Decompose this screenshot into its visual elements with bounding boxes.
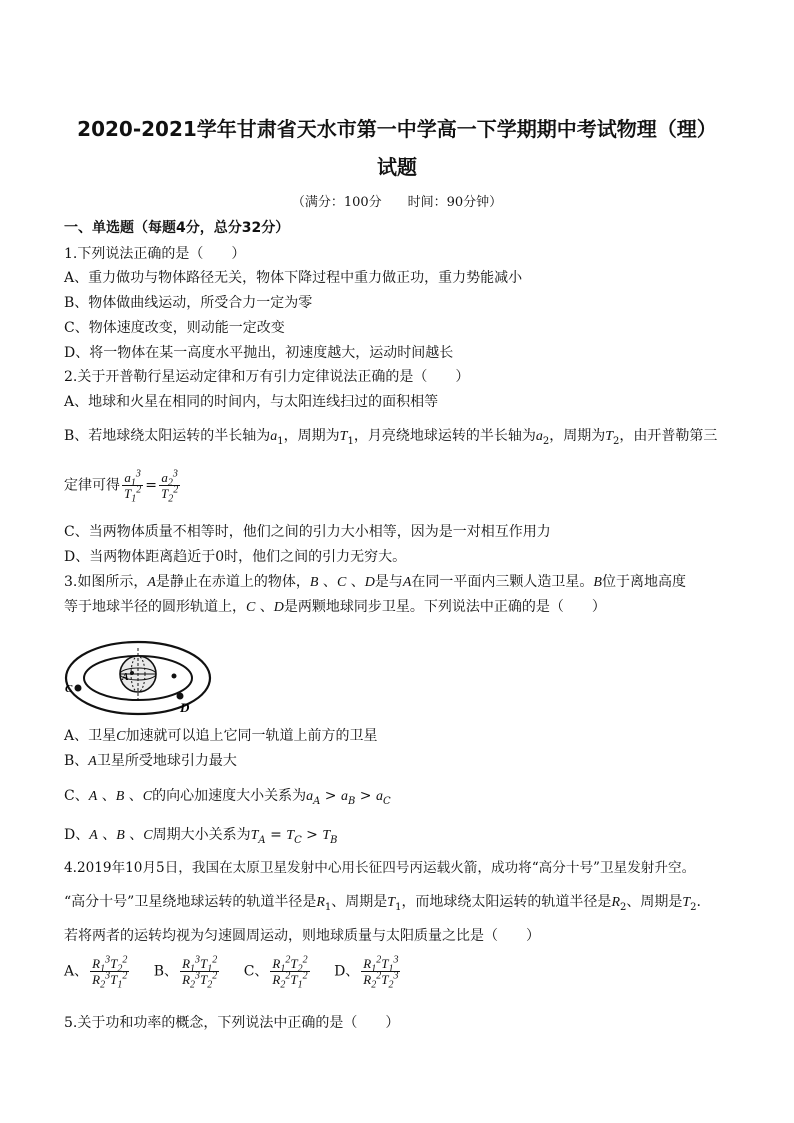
q2-option-b-formula: 定律可得 $\frac{a_1^3}{T_1^2}$ = $\frac{a_2^3}{T_2^2}$ — [64, 468, 179, 505]
q1-option-a: A、重力做功与物体路径无关，物体下降过程中重力做正功，重力势能减小 — [64, 270, 523, 286]
q2-option-d: D、当两物体距离趋近于0时，他们之间的引力无穷大。 — [64, 549, 407, 565]
q3-option-b: B、A卫星所受地球引力最大 — [64, 753, 237, 769]
fig-label-d: D — [180, 700, 190, 715]
section-heading: 一、单选题（每题4分，总分32分） — [64, 220, 290, 236]
q4-option-b: B、 $\frac{R_1^3T_1^2}{R_2^3T_2^2}$ — [153, 954, 218, 991]
q1-option-d: D、将一物体在某一高度水平抛出，初速度越大，运动时间越长 — [64, 345, 454, 361]
q4-options — [64, 954, 740, 991]
q1-stem: 1.下列说法正确的是（ ） — [64, 246, 246, 262]
q3-stem-line1: 3.如图所示，A是静止在赤道上的物体，B 、C 、D是与A在同一平面内三颗人造卫星。B位于离地高度 — [64, 574, 686, 590]
q1-option-c: C、物体速度改变，则动能一定改变 — [64, 320, 285, 336]
q2-option-b: B、若地球绕太阳运转的半长轴为$a_1$，周期为$T_1$，月亮绕地球运转的半长轴为$a_2$，周期为$T_2$，由开普勒第三 — [64, 428, 718, 447]
kepler-fraction-left: $\frac{a_1^3}{T_1^2}$ — [124, 468, 142, 505]
kepler-fraction-right: $\frac{a_2^3}{T_2^2}$ — [160, 468, 179, 505]
exam-title-cont: 试题 — [377, 155, 417, 179]
q1-option-b: B、物体做曲线运动，所受合力一定为零 — [64, 295, 313, 311]
q2-stem: 2.关于开普勒行星运动定律和万有引力定律说法正确的是（ ） — [64, 369, 470, 385]
exam-title: 2020-2021学年甘肃省天水市第一中学高一下学期期中考试物理（理） — [77, 117, 717, 141]
fig-label-c: C — [65, 683, 73, 695]
q5-stem: 5.关于功和功率的概念，下列说法中正确的是（ ） — [64, 1015, 400, 1031]
q3-option-a: A、卫星C加速就可以追上它同一轨道上前方的卫星 — [64, 728, 378, 744]
fig-label-a: A — [122, 672, 129, 683]
exam-meta: （满分：100分 时间：90分钟） — [291, 195, 503, 210]
q2-option-a: A、地球和火星在相同的时间内，与太阳连线扫过的面积相等 — [64, 394, 439, 410]
q4-option-a: A、 $\frac{R_1^3T_2^2}{R_2^3T_1^2}$ — [64, 954, 128, 991]
q2-option-c: C、当两物体质量不相等时，他们之间的引力大小相等，因为是一对相互作用力 — [64, 524, 551, 540]
q4-stem-line3: 若将两者的运转均视为匀速圆周运动，则地球质量与太阳质量之比是（ ） — [64, 928, 540, 944]
q4-stem-line1: 4.2019年10月5日，我国在太原卫星发射中心用长征四号丙运载火箭，成功将“高分十号”卫星发射升空。 — [64, 860, 696, 876]
q3-option-c: C、A 、B 、C的向心加速度大小关系为$a_A > a_B > a_C$ — [64, 788, 391, 807]
orbit-diagram — [62, 630, 214, 720]
q4-stem-line2: “高分十号”卫星绕地球运转的轨道半径是$R_1$、周期是$T_1$，而地球绕太阳运转的轨道半径是$R_2$、周期是$T_2$. — [64, 894, 701, 913]
q3-stem-line2: 等于地球半径的圆形轨道上，C 、D是两颗地球同步卫星。下列说法中正确的是（ ） — [64, 599, 606, 615]
q4-option-d: D、 $\frac{R_1^2T_1^3}{R_2^2T_2^3}$ — [334, 954, 399, 991]
q4-option-c: C、 $\frac{R_1^2T_2^2}{R_2^2T_1^2}$ — [243, 954, 308, 991]
q3-option-d: D、A 、B 、C周期大小关系为$T_A = T_C > T_B$ — [64, 827, 338, 846]
